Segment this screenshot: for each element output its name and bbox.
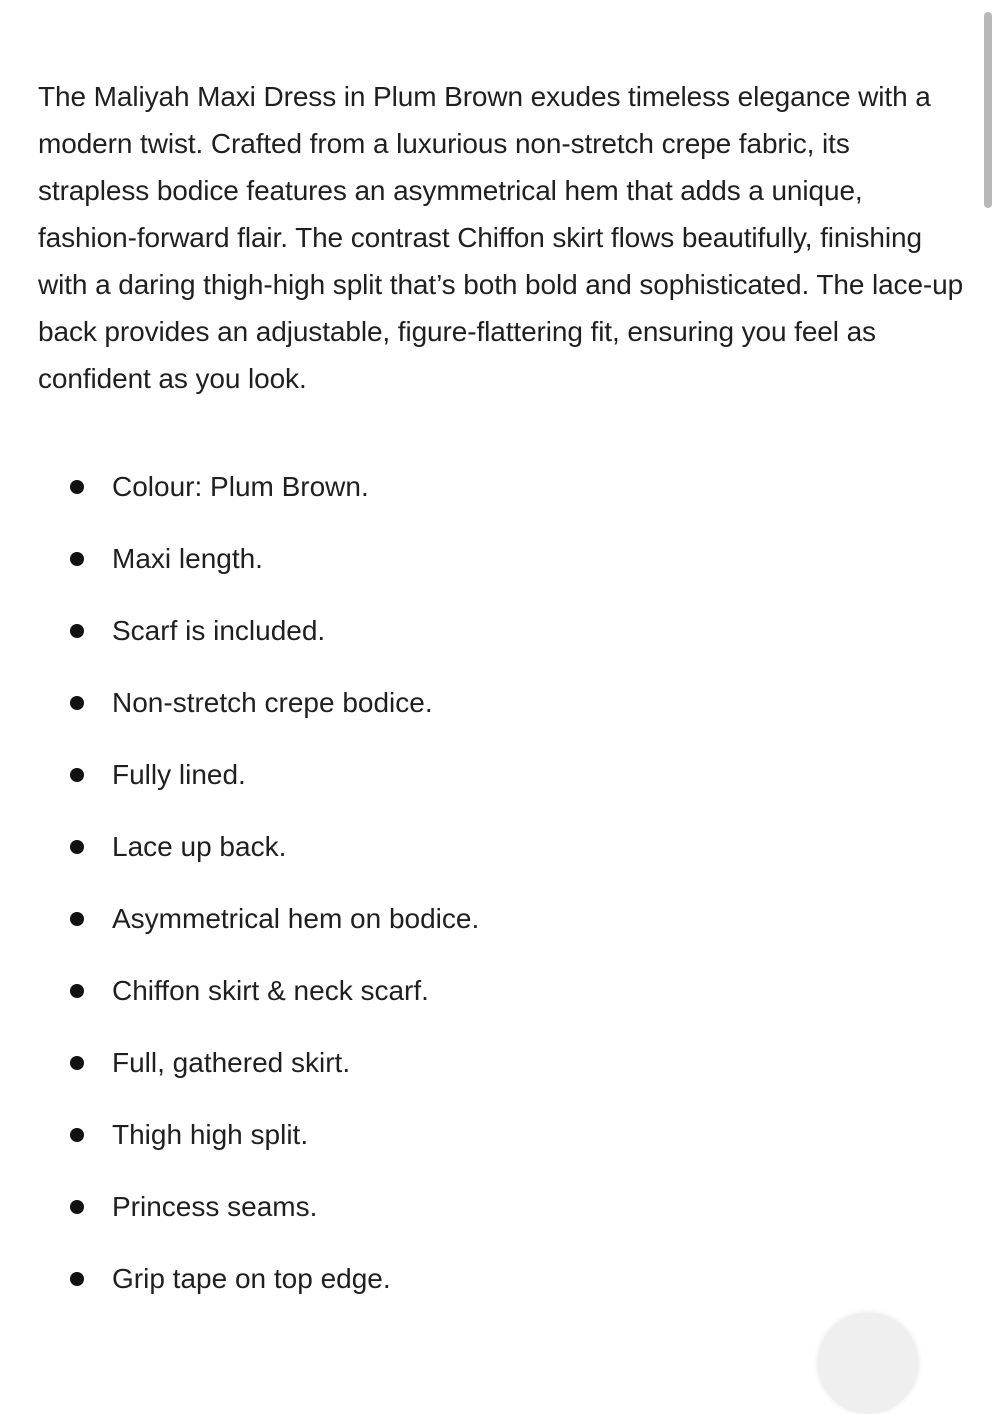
list-item xyxy=(38,468,938,540)
list-item xyxy=(38,540,938,612)
list-item xyxy=(38,828,938,900)
feature-text: Asymmetrical hem on bodice. xyxy=(112,903,480,934)
bullet-icon xyxy=(70,552,84,566)
list-item xyxy=(38,756,938,828)
bullet-icon xyxy=(70,984,84,998)
feature-text: Lace up back. xyxy=(112,831,287,862)
feature-text: Maxi length. xyxy=(112,543,263,574)
list-item xyxy=(38,1188,938,1260)
list-item xyxy=(38,1260,938,1332)
scrollbar-thumb[interactable] xyxy=(984,12,992,208)
bullet-icon xyxy=(70,1200,84,1214)
list-item xyxy=(38,612,938,684)
product-description: The Maliyah Maxi Dress in Plum Brown exudes timeless elegance with a modern twist. Crafted from a luxurious non-stretch crepe fabric, its strapless bodice features an asymmetrical hem that adds a unique, fashion-forward flair. The contrast Chiffon skirt flows beautifully, finishing with a daring thigh-high split that’s both bold and sophisticated. The lace-up back provides an adjustable, figure-flattering fit, ensuring you feel as confident as you look. xyxy=(38,81,964,394)
bullet-icon xyxy=(70,1272,84,1286)
bullet-icon xyxy=(70,840,84,854)
feature-text: Non-stretch crepe bodice. xyxy=(112,687,433,718)
list-item xyxy=(38,900,938,972)
bullet-icon xyxy=(70,1128,84,1142)
bullet-icon xyxy=(70,480,84,494)
feature-text: Full, gathered skirt. xyxy=(112,1047,351,1078)
bullet-icon xyxy=(70,696,84,710)
list-item xyxy=(38,1116,938,1188)
feature-text: Grip tape on top edge. xyxy=(112,1263,391,1294)
bullet-icon xyxy=(70,624,84,638)
feature-list xyxy=(38,468,938,1332)
floating-action-button[interactable] xyxy=(818,1314,918,1414)
feature-text: Thigh high split. xyxy=(112,1119,309,1150)
feature-text: Colour: Plum Brown. xyxy=(112,471,369,502)
feature-text: Chiffon skirt & neck scarf. xyxy=(112,975,429,1006)
bullet-icon xyxy=(70,912,84,926)
feature-text: Fully lined. xyxy=(112,759,246,790)
list-item xyxy=(38,972,938,1044)
feature-text: Princess seams. xyxy=(112,1191,318,1222)
bullet-icon xyxy=(70,768,84,782)
bullet-icon xyxy=(70,1056,84,1070)
feature-text: Scarf is included. xyxy=(112,615,326,646)
list-item xyxy=(38,684,938,756)
list-item xyxy=(38,1044,938,1116)
product-description-section xyxy=(38,73,968,1294)
